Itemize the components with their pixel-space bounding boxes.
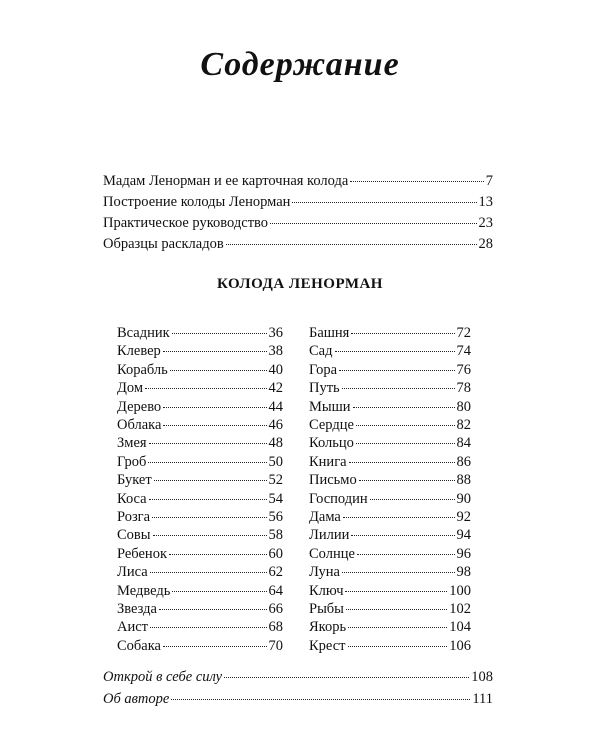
dot-leader <box>163 646 267 647</box>
dot-leader <box>150 627 266 628</box>
toc-entry[interactable] <box>103 668 493 686</box>
dot-leader <box>342 572 455 573</box>
card-page: 96 <box>456 545 471 562</box>
dot-leader <box>339 370 454 371</box>
card-label: Совы <box>117 527 151 544</box>
card-entry[interactable] <box>117 637 283 655</box>
card-label: Медведь <box>117 582 171 599</box>
dot-leader <box>270 223 476 224</box>
dot-leader <box>342 388 455 389</box>
card-entry[interactable] <box>309 398 471 416</box>
card-entry[interactable] <box>117 490 283 508</box>
dot-leader <box>356 425 455 426</box>
dot-leader <box>370 499 455 500</box>
dot-leader <box>145 388 266 389</box>
card-page: 68 <box>268 619 283 636</box>
card-label: Ребенок <box>117 545 167 562</box>
toc-entry[interactable] <box>103 193 493 211</box>
card-entry[interactable] <box>309 490 471 508</box>
card-page: 104 <box>449 619 471 636</box>
card-page: 50 <box>268 453 283 470</box>
toc-entry-label: Об авторе <box>103 691 170 707</box>
dot-leader <box>163 425 266 426</box>
card-page: 70 <box>268 637 283 654</box>
card-page: 72 <box>456 325 471 341</box>
card-page: 52 <box>268 472 283 489</box>
card-entry[interactable] <box>309 379 471 397</box>
card-entry[interactable] <box>117 526 283 544</box>
card-label: Змея <box>117 435 147 452</box>
card-label: Лиса <box>117 564 148 581</box>
card-entry[interactable] <box>117 600 283 618</box>
card-entry[interactable] <box>117 324 283 342</box>
dot-leader <box>345 591 447 592</box>
toc-entry-page: 23 <box>478 215 493 231</box>
dot-leader <box>154 480 267 481</box>
card-page: 40 <box>268 361 283 378</box>
card-page: 92 <box>456 509 471 525</box>
card-page: 56 <box>268 509 283 525</box>
card-label: Луна <box>309 564 340 581</box>
dot-leader <box>163 351 267 352</box>
dot-leader <box>149 443 267 444</box>
dot-leader <box>292 202 476 203</box>
card-label: Башня <box>309 325 350 341</box>
card-page: 58 <box>268 527 283 544</box>
toc-entry-label: Мадам Ленорман и ее карточная колода <box>103 173 349 189</box>
card-entry[interactable] <box>309 600 471 618</box>
card-page: 78 <box>456 380 471 397</box>
card-entry[interactable] <box>309 508 471 526</box>
card-entry[interactable] <box>117 416 283 434</box>
card-label: Сердце <box>309 417 354 433</box>
card-label: Якорь <box>309 619 347 636</box>
card-entry[interactable] <box>309 453 471 471</box>
card-page: 64 <box>268 582 283 599</box>
dot-leader <box>351 333 454 334</box>
dot-leader <box>359 480 455 481</box>
card-page: 82 <box>456 417 471 433</box>
card-entry[interactable] <box>309 545 471 563</box>
card-entry[interactable] <box>117 471 283 489</box>
dot-leader <box>169 554 267 555</box>
toc-entry-page: 108 <box>471 669 493 685</box>
card-label: Клевер <box>117 343 161 360</box>
dot-leader <box>152 517 266 518</box>
toc-entry-label: Практическое руководство <box>103 215 269 231</box>
card-page: 86 <box>456 453 471 470</box>
dot-leader <box>348 627 447 628</box>
card-label: Кольцо <box>309 435 354 452</box>
card-entry[interactable] <box>309 618 471 636</box>
card-entry[interactable] <box>309 582 471 600</box>
card-label: Сад <box>309 343 333 360</box>
card-label: Путь <box>309 380 340 397</box>
card-page: 44 <box>268 398 283 415</box>
card-page: 74 <box>456 343 471 360</box>
dot-leader <box>171 699 470 700</box>
card-page: 98 <box>456 564 471 581</box>
card-page: 88 <box>456 472 471 489</box>
card-label: Крест <box>309 637 346 654</box>
card-entry[interactable] <box>309 637 471 655</box>
card-label: Дом <box>117 380 144 397</box>
card-label: Господин <box>309 490 368 507</box>
card-entry[interactable] <box>309 342 471 360</box>
card-label: Звезда <box>117 601 157 617</box>
dot-leader <box>346 609 447 610</box>
card-label: Дама <box>309 509 341 525</box>
card-page: 90 <box>456 490 471 507</box>
card-entry[interactable] <box>117 618 283 636</box>
dot-leader <box>149 499 267 500</box>
card-page: 60 <box>268 545 283 562</box>
section-title: КОЛОДА ЛЕНОРМАН <box>217 276 383 292</box>
card-entry[interactable] <box>117 361 283 379</box>
card-entry[interactable] <box>117 582 283 600</box>
dot-leader <box>159 609 267 610</box>
card-entry[interactable] <box>117 434 283 452</box>
card-page: 106 <box>449 637 471 654</box>
card-entry[interactable] <box>117 379 283 397</box>
dot-leader <box>357 554 455 555</box>
card-page: 76 <box>456 361 471 378</box>
dot-leader <box>224 677 469 678</box>
card-page: 80 <box>456 398 471 415</box>
card-entry[interactable] <box>117 453 283 471</box>
card-page: 62 <box>268 564 283 581</box>
card-entry[interactable] <box>309 471 471 489</box>
card-entry[interactable] <box>309 563 471 581</box>
toc-entry-label: Открой в себе силу <box>103 669 223 685</box>
card-page: 36 <box>268 325 283 341</box>
toc-entry-label: Построение колоды Ленорман <box>103 194 291 210</box>
card-label: Всадник <box>117 325 170 341</box>
toc-entry-page: 7 <box>485 173 493 189</box>
dot-leader <box>172 333 267 334</box>
card-page: 54 <box>268 490 283 507</box>
card-label: Мыши <box>309 398 351 415</box>
card-page: 100 <box>449 582 471 599</box>
dot-leader <box>148 462 266 463</box>
card-page: 38 <box>268 343 283 360</box>
card-entry[interactable] <box>117 545 283 563</box>
card-label: Письмо <box>309 472 357 489</box>
card-page: 66 <box>268 601 283 617</box>
card-entry[interactable] <box>117 508 283 526</box>
card-entry[interactable] <box>117 342 283 360</box>
toc-entry[interactable] <box>103 214 493 232</box>
dot-leader <box>356 443 455 444</box>
card-label: Букет <box>117 472 152 489</box>
dot-leader <box>349 462 455 463</box>
toc-entry[interactable] <box>103 235 493 253</box>
toc-entry[interactable] <box>103 172 493 190</box>
card-label: Книга <box>309 453 347 470</box>
card-label: Облака <box>117 417 162 433</box>
card-entry[interactable] <box>117 398 283 416</box>
card-entry[interactable] <box>309 434 471 452</box>
dot-leader <box>150 572 267 573</box>
card-entry[interactable] <box>309 526 471 544</box>
dot-leader <box>170 370 267 371</box>
card-entry[interactable] <box>309 361 471 379</box>
dot-leader <box>226 244 477 245</box>
toc-entry-label: Образцы раскладов <box>103 236 224 252</box>
card-entry[interactable] <box>117 563 283 581</box>
card-label: Ключ <box>309 582 344 599</box>
card-page: 42 <box>268 380 283 397</box>
card-page: 94 <box>456 527 471 544</box>
card-label: Лилии <box>309 527 350 544</box>
card-page: 48 <box>268 435 283 452</box>
card-page: 84 <box>456 435 471 452</box>
card-label: Аист <box>117 619 149 636</box>
card-page: 102 <box>449 601 471 617</box>
card-label: Гора <box>309 361 338 378</box>
card-entry[interactable] <box>309 324 471 342</box>
card-label: Гроб <box>117 453 147 470</box>
dot-leader <box>350 181 483 182</box>
toc-entry-page: 28 <box>478 236 493 252</box>
dot-leader <box>343 517 455 518</box>
card-entry[interactable] <box>309 416 471 434</box>
dot-leader <box>163 407 266 408</box>
card-label: Собака <box>117 637 161 654</box>
toc-entry-page: 13 <box>478 194 493 210</box>
dot-leader <box>348 646 448 647</box>
card-label: Коса <box>117 490 147 507</box>
dot-leader <box>353 407 455 408</box>
card-label: Дерево <box>117 398 162 415</box>
toc-entry[interactable] <box>103 690 493 708</box>
dot-leader <box>172 591 266 592</box>
dot-leader <box>351 535 454 536</box>
dot-leader <box>335 351 455 352</box>
card-page: 46 <box>268 417 283 433</box>
page-title: Содержание <box>200 46 400 83</box>
card-label: Солнце <box>309 545 355 562</box>
dot-leader <box>153 535 267 536</box>
card-label: Розга <box>117 509 151 525</box>
card-label: Корабль <box>117 361 168 378</box>
card-label: Рыбы <box>309 601 344 617</box>
toc-entry-page: 111 <box>472 691 493 707</box>
